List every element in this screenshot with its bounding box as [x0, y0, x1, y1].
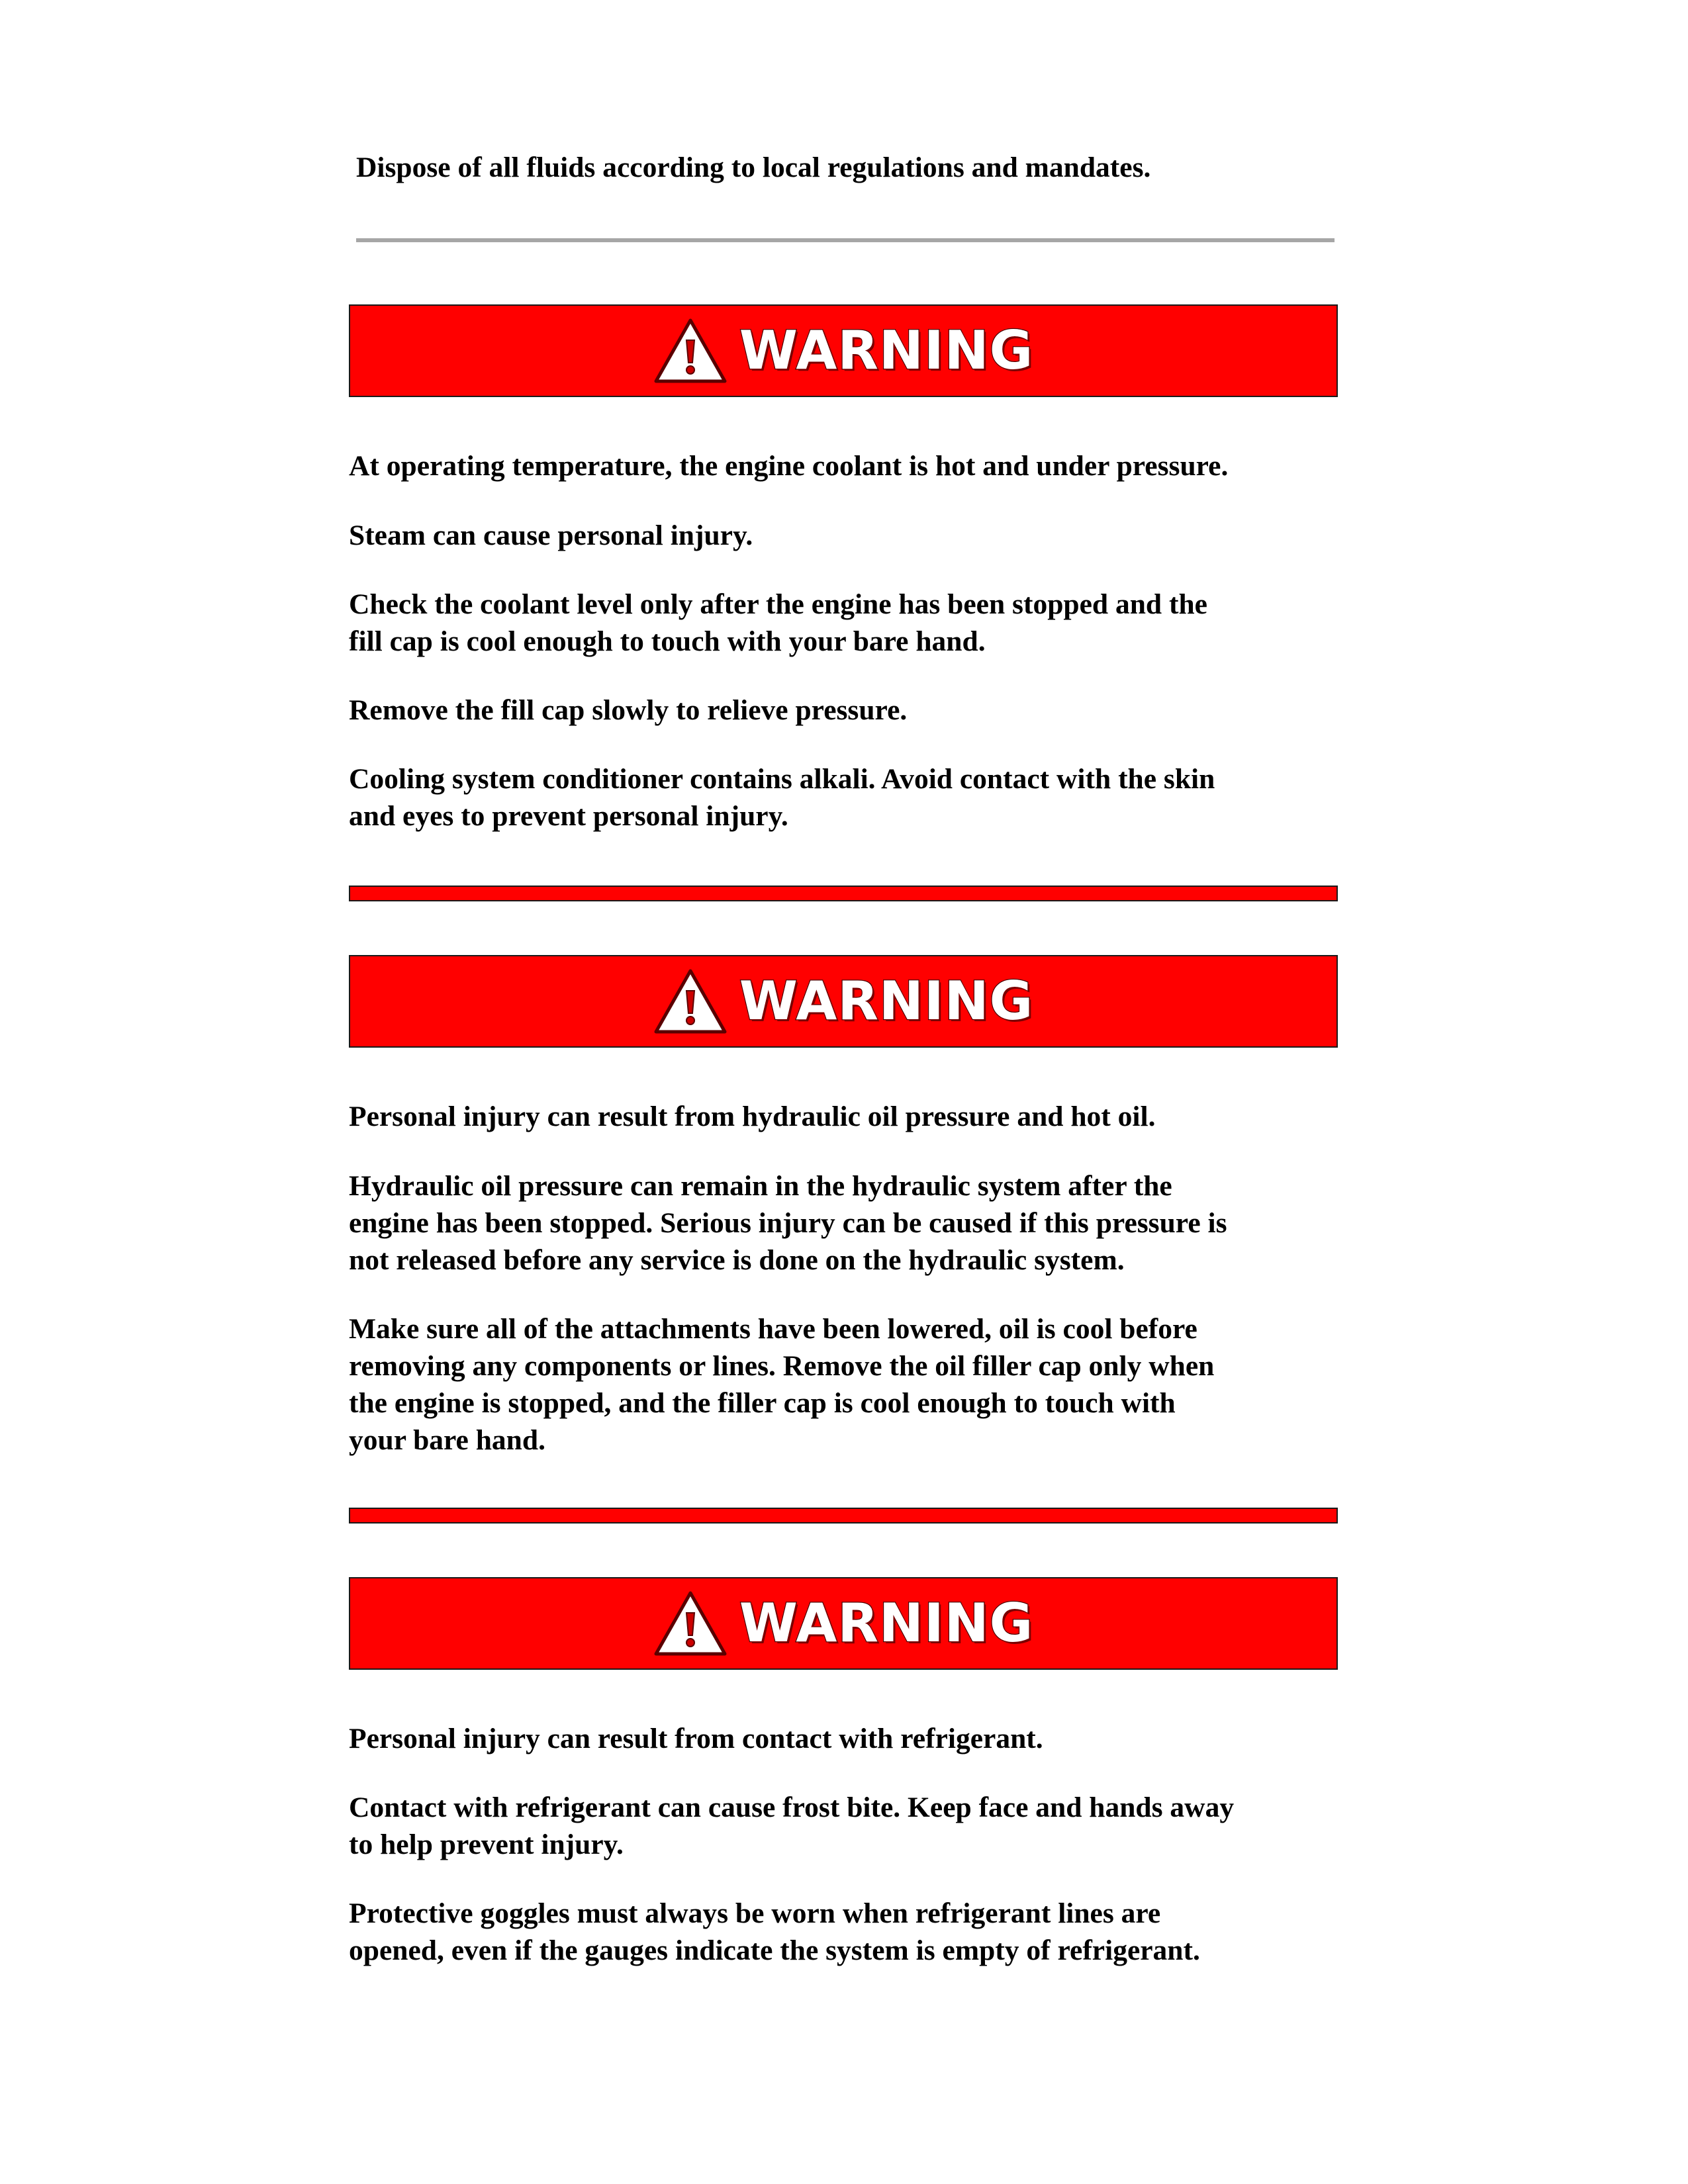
paragraph-line: Check the coolant level only after the engine has been stopped and the: [349, 588, 1207, 620]
warning-label: WARNING: [739, 320, 1034, 381]
warning-1-paragraph-1: At operating temperature, the engine coolant is hot and under pressure.: [349, 450, 1229, 482]
warning-banner-1: [349, 304, 1338, 397]
warning-banner-2: [349, 955, 1338, 1048]
warning-1-paragraph-5: [349, 760, 1355, 835]
paragraph-line: and eyes to prevent personal injury.: [349, 800, 788, 832]
paragraph-line: removing any components or lines. Remove the oil filler cap only when: [349, 1350, 1215, 1382]
warning-end-bar-2: [349, 1508, 1338, 1524]
warning-label: WARNING: [739, 970, 1034, 1032]
warning-end-bar-1: [349, 886, 1338, 901]
warning-3-paragraph-2: [349, 1789, 1355, 1863]
paragraph-line: Contact with refrigerant can cause frost bite. Keep face and hands away: [349, 1792, 1235, 1823]
warning-2-paragraph-1: Personal injury can result from hydraulic oil pressure and hot oil.: [349, 1101, 1156, 1132]
warning-icon: [653, 968, 727, 1034]
paragraph-line: to help prevent injury.: [349, 1829, 624, 1860]
paragraph-line: fill cap is cool enough to touch with your bare hand.: [349, 625, 986, 657]
paragraph-line: not released before any service is done on the hydraulic system.: [349, 1244, 1125, 1276]
paragraph-line: the engine is stopped, and the filler cap is cool enough to touch with: [349, 1387, 1176, 1419]
paragraph-line: Cooling system conditioner contains alkali. Avoid contact with the skin: [349, 763, 1215, 795]
warning-2-paragraph-3: [349, 1310, 1355, 1459]
warning-3-paragraph-1: Personal injury can result from contact with refrigerant.: [349, 1723, 1043, 1754]
warning-2-paragraph-2: [349, 1167, 1355, 1279]
paragraph-line: Make sure all of the attachments have been lowered, oil is cool before: [349, 1313, 1197, 1345]
paragraph-line: engine has been stopped. Serious injury can be caused if this pressure is: [349, 1207, 1227, 1239]
paragraph-line: your bare hand.: [349, 1424, 545, 1456]
paragraph-line: Hydraulic oil pressure can remain in the hydraulic system after the: [349, 1170, 1172, 1202]
warning-3-paragraph-3: [349, 1895, 1355, 1969]
warning-1-paragraph-3: [349, 586, 1355, 660]
section-divider: [356, 238, 1335, 242]
intro-text: Dispose of all fluids according to local regulations and mandates.: [356, 152, 1151, 183]
warning-icon: [653, 318, 727, 384]
paragraph-line: opened, even if the gauges indicate the system is empty of refrigerant.: [349, 1934, 1200, 1966]
warning-1-paragraph-2: Steam can cause personal injury.: [349, 520, 753, 551]
warning-icon: [653, 1590, 727, 1657]
warning-label: WARNING: [739, 1592, 1034, 1654]
paragraph-line: Protective goggles must always be worn when refrigerant lines are: [349, 1897, 1161, 1929]
warning-1-paragraph-4: Remove the fill cap slowly to relieve pressure.: [349, 694, 908, 726]
warning-banner-3: [349, 1577, 1338, 1670]
